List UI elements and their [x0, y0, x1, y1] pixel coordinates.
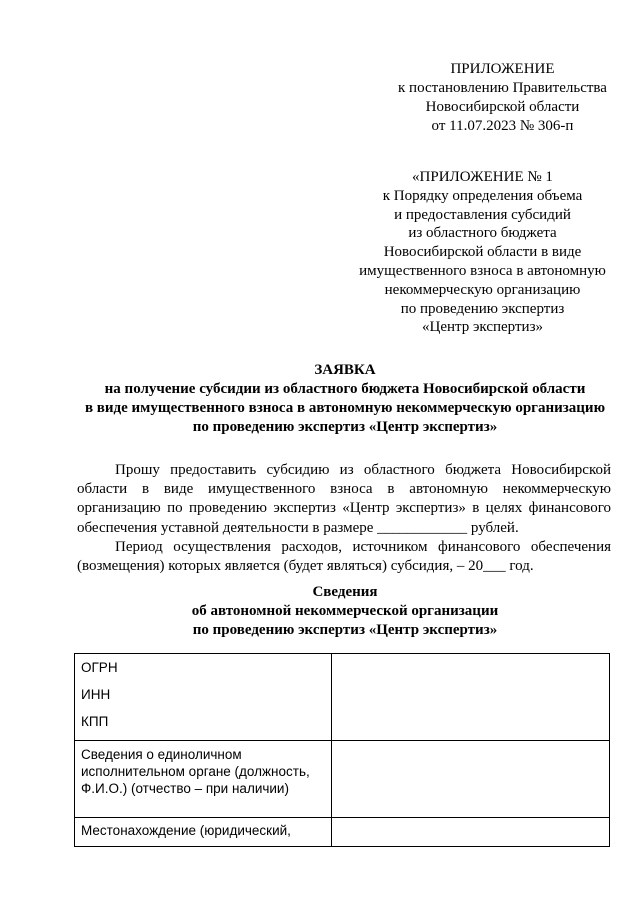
annex-no1-title: «ПРИЛОЖЕНИЕ № 1: [412, 169, 553, 185]
table-row: [75, 741, 610, 818]
annex-line: к постановлению Правительства: [398, 80, 607, 96]
ogrn-label: ОГРН: [81, 660, 118, 675]
application-subtitle-line: на получение субсидии из областного бюджета Новосибирской области: [104, 381, 586, 397]
request-paragraph: Прошу предоставить субсидию из областного бюджета Новосибирской области в виде имущественного взноса в автономную некоммерческую организацию по проведению экспертиз «Центр экспертиз» в целях финансового обеспечения уставной деятельности в размере ____________ рублей.: [77, 462, 611, 536]
annex-no1-line: из областного бюджета: [408, 225, 557, 242]
location-label: Местонахождение (юридический,: [75, 818, 332, 847]
table-row: [75, 818, 610, 847]
annex-no1-header: [355, 168, 610, 337]
table-value-cell[interactable]: [332, 741, 610, 818]
annex-no1-line: и предоставления субсидий: [394, 206, 571, 223]
annex-no1-line: Новосибирской области в виде: [383, 244, 582, 261]
annex-date-number: от 11.07.2023 № 306-п: [431, 118, 574, 134]
application-body: [77, 461, 611, 576]
application-subtitle-line: по проведению экспертиз «Центр экспертиз»: [192, 419, 498, 435]
annex-header: [395, 60, 610, 136]
info-heading: Сведения: [312, 584, 378, 600]
organization-info-table: [74, 653, 610, 847]
info-subtitle-line: об автономной некоммерческой организации: [191, 603, 499, 619]
kpp-label: КПП: [81, 714, 109, 729]
annex-line: Новосибирской области: [425, 99, 580, 115]
annex-title: ПРИЛОЖЕНИЕ: [450, 61, 555, 77]
annex-no1-line: к Порядку определения объема: [382, 187, 583, 204]
application-title: [55, 361, 635, 437]
period-paragraph: Период осуществления расходов, источником финансового обеспечения (возмещения) которых является (будет являться) субсидия, – 20___ год.: [77, 538, 611, 575]
annex-no1-line: «Центр экспертиз»: [421, 319, 543, 336]
application-subtitle-line: в виде имущественного взноса в автономную некоммерческую организацию: [84, 400, 606, 416]
info-title: [55, 583, 635, 640]
table-value-cell[interactable]: [332, 818, 610, 847]
executive-body-label: Сведения о единоличном исполнительном органе (должность, Ф.И.О.) (отчество – при наличии): [75, 741, 332, 818]
annex-no1-line: имущественного взноса в автономную: [359, 262, 606, 279]
annex-no1-line: по проведению экспертиз: [400, 300, 565, 317]
table-value-cell[interactable]: [332, 654, 610, 741]
annex-no1-line: некоммерческую организацию: [384, 281, 581, 298]
inn-label: ИНН: [81, 687, 111, 702]
application-heading: ЗАЯВКА: [314, 362, 376, 378]
info-subtitle-line: по проведению экспертиз «Центр экспертиз»: [192, 622, 498, 638]
table-label-cell: [75, 654, 332, 741]
table-row: [75, 654, 610, 741]
